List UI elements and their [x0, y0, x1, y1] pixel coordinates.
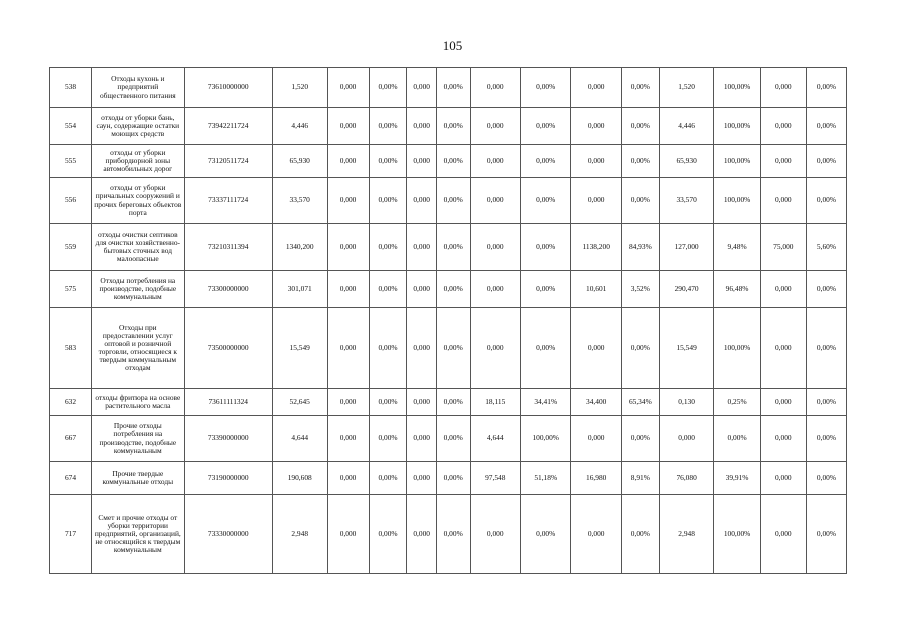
- percent-3-cell: 0,00%: [520, 145, 570, 178]
- total-mass-cell: 1,520: [272, 68, 327, 108]
- value-6-cell: 0,000: [760, 178, 806, 224]
- percent-3-cell: 100,00%: [520, 416, 570, 462]
- value-6-cell: 0,000: [760, 308, 806, 389]
- total-mass-cell: 65,930: [272, 145, 327, 178]
- percent-5-cell: 100,00%: [714, 495, 760, 574]
- value-4-cell: 34,400: [571, 389, 621, 416]
- percent-6-cell: 0,00%: [806, 495, 846, 574]
- value-4-cell: 0,000: [571, 416, 621, 462]
- row-number-cell: 538: [50, 68, 92, 108]
- value-5-cell: 1,520: [659, 68, 714, 108]
- value-3-cell: 0,000: [470, 145, 520, 178]
- value-5-cell: 15,549: [659, 308, 714, 389]
- table-row: [50, 462, 847, 495]
- value-6-cell: 0,000: [760, 416, 806, 462]
- percent-5-cell: 0,00%: [714, 416, 760, 462]
- percent-3-cell: 0,00%: [520, 495, 570, 574]
- percent-5-cell: 96,48%: [714, 271, 760, 308]
- table-row: [50, 271, 847, 308]
- value-6-cell: 0,000: [760, 108, 806, 145]
- percent-1-cell: 0,00%: [369, 271, 407, 308]
- total-mass-cell: 2,948: [272, 495, 327, 574]
- value-5-cell: 290,470: [659, 271, 714, 308]
- value-4-cell: 0,000: [571, 145, 621, 178]
- waste-name-cell: отходы от уборки бань, саун, содержащие остатки моющих средств: [92, 108, 185, 145]
- row-number-cell: 667: [50, 416, 92, 462]
- percent-5-cell: 0,25%: [714, 389, 760, 416]
- percent-3-cell: 0,00%: [520, 224, 570, 271]
- percent-6-cell: 0,00%: [806, 68, 846, 108]
- percent-2-cell: 0,00%: [436, 495, 470, 574]
- waste-name-cell: отходы от уборки причальных сооружений и прочих береговых объектов порта: [92, 178, 185, 224]
- percent-4-cell: 0,00%: [621, 68, 659, 108]
- value-1-cell: 0,000: [327, 416, 369, 462]
- total-mass-cell: 301,071: [272, 271, 327, 308]
- percent-1-cell: 0,00%: [369, 224, 407, 271]
- table-row: [50, 416, 847, 462]
- waste-name-cell: Отходы кухонь и предприятий общественного питания: [92, 68, 185, 108]
- percent-2-cell: 0,00%: [436, 224, 470, 271]
- value-2-cell: 0,000: [407, 389, 436, 416]
- percent-2-cell: 0,00%: [436, 416, 470, 462]
- percent-1-cell: 0,00%: [369, 416, 407, 462]
- row-number-cell: 555: [50, 145, 92, 178]
- percent-1-cell: 0,00%: [369, 389, 407, 416]
- value-5-cell: 76,080: [659, 462, 714, 495]
- value-3-cell: 4,644: [470, 416, 520, 462]
- percent-5-cell: 9,48%: [714, 224, 760, 271]
- value-4-cell: 0,000: [571, 68, 621, 108]
- percent-4-cell: 0,00%: [621, 108, 659, 145]
- total-mass-cell: 4,644: [272, 416, 327, 462]
- value-3-cell: 0,000: [470, 271, 520, 308]
- percent-1-cell: 0,00%: [369, 178, 407, 224]
- value-4-cell: 0,000: [571, 495, 621, 574]
- value-5-cell: 0,130: [659, 389, 714, 416]
- value-2-cell: 0,000: [407, 308, 436, 389]
- percent-2-cell: 0,00%: [436, 178, 470, 224]
- value-5-cell: 0,000: [659, 416, 714, 462]
- row-number-cell: 556: [50, 178, 92, 224]
- value-2-cell: 0,000: [407, 416, 436, 462]
- table-row: [50, 145, 847, 178]
- table-row: [50, 224, 847, 271]
- value-4-cell: 1138,200: [571, 224, 621, 271]
- total-mass-cell: 4,446: [272, 108, 327, 145]
- percent-4-cell: 0,00%: [621, 495, 659, 574]
- row-number-cell: 717: [50, 495, 92, 574]
- value-2-cell: 0,000: [407, 108, 436, 145]
- page-number: 105: [442, 38, 463, 53]
- value-4-cell: 10,601: [571, 271, 621, 308]
- value-1-cell: 0,000: [327, 462, 369, 495]
- value-2-cell: 0,000: [407, 495, 436, 574]
- value-3-cell: 18,115: [470, 389, 520, 416]
- percent-1-cell: 0,00%: [369, 108, 407, 145]
- total-mass-cell: 190,608: [272, 462, 327, 495]
- value-6-cell: 0,000: [760, 462, 806, 495]
- total-mass-cell: 33,570: [272, 178, 327, 224]
- value-5-cell: 65,930: [659, 145, 714, 178]
- value-6-cell: 0,000: [760, 495, 806, 574]
- waste-name-cell: отходы очистки септиков для очистки хозяйственно-бытовых сточных вод малоопасные: [92, 224, 185, 271]
- fkko-code-cell: 73942211724: [184, 108, 272, 145]
- waste-name-cell: Смет и прочие отходы от уборки территории предприятий, организаций, не относящийся к твердым коммунальным: [92, 495, 185, 574]
- total-mass-cell: 15,549: [272, 308, 327, 389]
- value-2-cell: 0,000: [407, 178, 436, 224]
- table-row: [50, 68, 847, 108]
- percent-4-cell: 0,00%: [621, 178, 659, 224]
- fkko-code-cell: 73500000000: [184, 308, 272, 389]
- value-1-cell: 0,000: [327, 389, 369, 416]
- fkko-code-cell: 73300000000: [184, 271, 272, 308]
- percent-3-cell: 0,00%: [520, 108, 570, 145]
- waste-name-cell: Отходы при предоставлении услуг оптовой и розничной торговли, относящиеся к твердым коммунальным отходам: [92, 308, 185, 389]
- value-5-cell: 127,000: [659, 224, 714, 271]
- value-1-cell: 0,000: [327, 145, 369, 178]
- row-number-cell: 575: [50, 271, 92, 308]
- value-3-cell: 0,000: [470, 178, 520, 224]
- waste-name-cell: Отходы потребления на производстве, подобные коммунальным: [92, 271, 185, 308]
- value-4-cell: 16,980: [571, 462, 621, 495]
- percent-1-cell: 0,00%: [369, 308, 407, 389]
- value-1-cell: 0,000: [327, 271, 369, 308]
- fkko-code-cell: 73390000000: [184, 416, 272, 462]
- percent-1-cell: 0,00%: [369, 462, 407, 495]
- value-1-cell: 0,000: [327, 108, 369, 145]
- value-1-cell: 0,000: [327, 308, 369, 389]
- value-3-cell: 0,000: [470, 308, 520, 389]
- percent-6-cell: 0,00%: [806, 145, 846, 178]
- value-2-cell: 0,000: [407, 68, 436, 108]
- waste-name-cell: Прочие твердые коммунальные отходы: [92, 462, 185, 495]
- value-2-cell: 0,000: [407, 224, 436, 271]
- waste-name-cell: отходы фритюра на основе растительного масла: [92, 389, 185, 416]
- percent-1-cell: 0,00%: [369, 145, 407, 178]
- fkko-code-cell: 73190000000: [184, 462, 272, 495]
- percent-4-cell: 65,34%: [621, 389, 659, 416]
- waste-name-cell: Прочие отходы потребления на производстве, подобные коммунальным: [92, 416, 185, 462]
- value-1-cell: 0,000: [327, 495, 369, 574]
- percent-3-cell: 0,00%: [520, 271, 570, 308]
- fkko-code-cell: 73611111324: [184, 389, 272, 416]
- table-row: [50, 308, 847, 389]
- percent-2-cell: 0,00%: [436, 389, 470, 416]
- fkko-code-cell: 73120511724: [184, 145, 272, 178]
- percent-6-cell: 0,00%: [806, 389, 846, 416]
- percent-5-cell: 100,00%: [714, 108, 760, 145]
- value-3-cell: 0,000: [470, 224, 520, 271]
- percent-2-cell: 0,00%: [436, 271, 470, 308]
- value-6-cell: 75,000: [760, 224, 806, 271]
- percent-6-cell: 0,00%: [806, 271, 846, 308]
- value-4-cell: 0,000: [571, 108, 621, 145]
- row-number-cell: 674: [50, 462, 92, 495]
- value-3-cell: 0,000: [470, 495, 520, 574]
- percent-6-cell: 0,00%: [806, 178, 846, 224]
- value-4-cell: 0,000: [571, 308, 621, 389]
- percent-6-cell: 0,00%: [806, 108, 846, 145]
- waste-name-cell: отходы от уборки прибордюрной зоны автомобильных дорог: [92, 145, 185, 178]
- value-5-cell: 2,948: [659, 495, 714, 574]
- total-mass-cell: 1340,200: [272, 224, 327, 271]
- row-number-cell: 559: [50, 224, 92, 271]
- total-mass-cell: 52,645: [272, 389, 327, 416]
- percent-2-cell: 0,00%: [436, 145, 470, 178]
- value-3-cell: 0,000: [470, 68, 520, 108]
- percent-4-cell: 0,00%: [621, 145, 659, 178]
- percent-6-cell: 0,00%: [806, 308, 846, 389]
- percent-5-cell: 100,00%: [714, 68, 760, 108]
- fkko-code-cell: 73210311394: [184, 224, 272, 271]
- fkko-code-cell: 73610000000: [184, 68, 272, 108]
- value-1-cell: 0,000: [327, 224, 369, 271]
- percent-3-cell: 34,41%: [520, 389, 570, 416]
- row-number-cell: 554: [50, 108, 92, 145]
- value-1-cell: 0,000: [327, 178, 369, 224]
- percent-2-cell: 0,00%: [436, 462, 470, 495]
- value-2-cell: 0,000: [407, 271, 436, 308]
- percent-5-cell: 39,91%: [714, 462, 760, 495]
- row-number-cell: 583: [50, 308, 92, 389]
- percent-3-cell: 0,00%: [520, 178, 570, 224]
- percent-1-cell: 0,00%: [369, 68, 407, 108]
- percent-4-cell: 8,91%: [621, 462, 659, 495]
- percent-2-cell: 0,00%: [436, 308, 470, 389]
- percent-6-cell: 5,60%: [806, 224, 846, 271]
- value-2-cell: 0,000: [407, 462, 436, 495]
- value-4-cell: 0,000: [571, 178, 621, 224]
- percent-2-cell: 0,00%: [436, 68, 470, 108]
- percent-5-cell: 100,00%: [714, 145, 760, 178]
- percent-6-cell: 0,00%: [806, 416, 846, 462]
- value-6-cell: 0,000: [760, 68, 806, 108]
- percent-4-cell: 3,52%: [621, 271, 659, 308]
- percent-4-cell: 0,00%: [621, 416, 659, 462]
- percent-4-cell: 84,93%: [621, 224, 659, 271]
- value-6-cell: 0,000: [760, 271, 806, 308]
- table-row: [50, 178, 847, 224]
- table-row: [50, 108, 847, 145]
- value-1-cell: 0,000: [327, 68, 369, 108]
- table-body: [50, 68, 847, 574]
- value-5-cell: 4,446: [659, 108, 714, 145]
- waste-table: [49, 67, 847, 574]
- percent-3-cell: 0,00%: [520, 68, 570, 108]
- percent-5-cell: 100,00%: [714, 308, 760, 389]
- table-row: [50, 495, 847, 574]
- value-6-cell: 0,000: [760, 389, 806, 416]
- percent-3-cell: 0,00%: [520, 308, 570, 389]
- percent-4-cell: 0,00%: [621, 308, 659, 389]
- percent-5-cell: 100,00%: [714, 178, 760, 224]
- percent-1-cell: 0,00%: [369, 495, 407, 574]
- percent-2-cell: 0,00%: [436, 108, 470, 145]
- row-number-cell: 632: [50, 389, 92, 416]
- value-2-cell: 0,000: [407, 145, 436, 178]
- percent-6-cell: 0,00%: [806, 462, 846, 495]
- value-3-cell: 0,000: [470, 108, 520, 145]
- fkko-code-cell: 73337111724: [184, 178, 272, 224]
- fkko-code-cell: 73330000000: [184, 495, 272, 574]
- value-3-cell: 97,548: [470, 462, 520, 495]
- table-row: [50, 389, 847, 416]
- value-5-cell: 33,570: [659, 178, 714, 224]
- value-6-cell: 0,000: [760, 145, 806, 178]
- percent-3-cell: 51,18%: [520, 462, 570, 495]
